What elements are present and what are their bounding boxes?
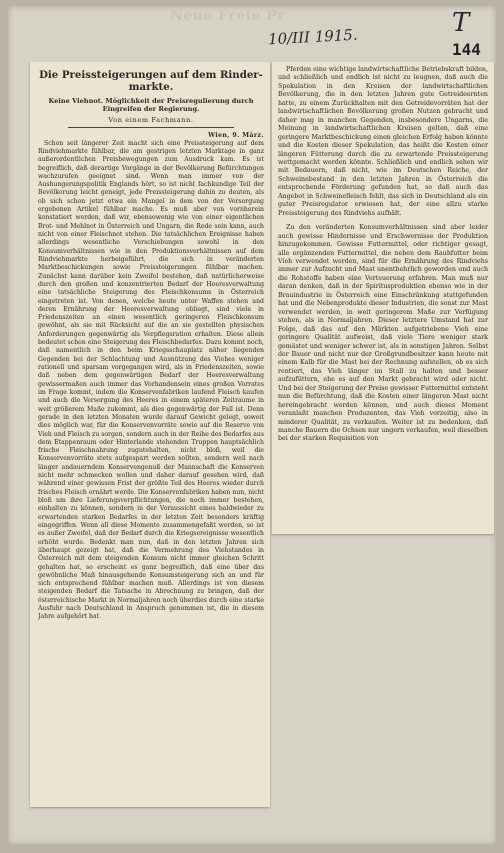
folio-number: 144 (452, 40, 481, 59)
article-byline: Von einem Fachmann. (108, 115, 194, 124)
handwritten-mark: T (452, 8, 470, 38)
article-subhead: Keine Viehnot. Möglichkeit der Preisregulierung durch Eingreifen der Regierung. (48, 97, 254, 114)
column-right (278, 66, 488, 530)
divider-rule (68, 127, 234, 128)
newspaper-masthead-fragment: Neue Freie Pr (170, 8, 286, 24)
article-body-left: Schon seit längerer Zeit macht sich eine Preissteigerung auf dem Rindviehmarkte fühlbar, die am gestrigen letzten Marktage in ganz außerordentlichen Preisbewegungen zum Ausdruck kam. Es ist begreiflich, daß derartige Vorgänge in der Bevölkerung Befürchtungen wachzurufen geeignet sind. Wenn man immer von der Aushungerungspolitik Englands hört, so ist nicht fachkundige Teil der Bevölkerung leicht geneigt, jede Preissteigerung dahin zu deuten, als ob sich schon jetzt etwa ein Mangel in dem von der Versorgung ergebenen Artikel fühlbar mache. Es muß aber von vornherein konstatiert werden, daß wir, ebensowenig wie von einer eigentlichen Brot- und Mehlnot in Österreich und Ungarn, die Rede sein kann, auch nicht von einer Fleischnot stehen. Die tatsächlichen Ereignisse haben allerdings wesentliche Verschiebungen sowohl in den Konsumverhältnissen wie in den Produktionsverhältnissen auf dem Rindviehmarkte herbeigeführt, die sich in veränderten Marktbeschickungen sowie Preissteigerungen fühlbar machen. Zunächst kann darüber kein Zweifel bestehen, daß natürlicherweise durch den großen und konzentrierten Bedarf der Heeresverwaltung eine tatsächliche Steigerung des Fleischkonsums in Österreich eingetreten ist. Von denen, welche heute unter Waffen stehen und deren Ernährung der Heeresverwaltung obliegt, sind viele in Friedenszeiten an einen wesentlich geringeren Fleischkonsum gewöhnt, als sie mit Rücksicht auf die an sie gestellten physischen Anforderungen gegenwärtig als Verpflegsration erhalten. Diese allein bedeutet schon eine Steigerung des Fleischbedarfes. Dazu kommt noch, daß namentlich in den beim Kriegsschauplatz näher liegenden Gegenden bei der Schlachtung und Ausnützung des Viehes weniger rationell und sparsam vorgegangen wird, als in Friedenszeiten, sowie daß neben dem gegenwärtigen Bedarf der Heeresverwaltung gewissermaßen auch immer das Vorhandensein eines großen Vorrates im Frage kommt, indem die Konservenfabriken laufend Fleisch kaufen und auch die Versorgung des Heeres in einem späteren Zeitraume in weit größerem Maße zukommt, als dies gegenwärtig der Fall ist. Denn gerade in den letzten Monaten wurde darauf Gewicht gelegt, soweit dies möglich war, für die Konservenvorräte sowie auf die Reserve von Vieh und Fleisch zu sorgen, sondern auch in der Reihe des Bedarfes aus dem Etappenraum oder Hinterlande stehenden Truppen hauptsächlich frische Fleischnahrung zugutehalten, nicht bloß, weil die Konservenvorräte stets aufgespart werden sollten, sondern weil nach länger andauerndem Konservengenuß der Mannschaft die Konserven nicht mehr schmecken wollen und daher darauf gesehen wird, daß während einer gewissen Frist der größte Teil des Heeres wieder durch frisches Fleisch ernährt werde. Die Konservenfabriken haben nun, nicht bloß um ihre Lieferungsverpflichtungen, die noch immer bestehen, einhalten zu können, sondern in der Voraussicht eines baldwieder zu erwartenden starken Bedarfes in der letzten Zeit besonders kräftig eingegriffen. Wenn all diese Momente zusammengefaßt werden, so ist es außer Zweifel, daß der Bedarf durch die Kriegsereignisse wesentlich erhöht wurde. Bedenkt man nun, daß in den letzten Jahren sich überhaupt gezeigt hat, daß die Vermehrung des Viehstandes in Österreich mit dem steigenden Konsum nicht immer gleichen Schritt gehalten hat, so erscheint es ganz begreiflich, daß eine über das gewöhnliche Maß hinausgehende Konsumsteigerung sich an und für sich entsprechend fühlbar machen muß. Allerdings ist von diesem steigenden Bedarf die Tatsache in Abrechnung zu bringen, daß der österreichische Markt in Normaljahren noch überdies durch eine starke Ausfuhr nach Deutschland in Anspruch genommen ist, die in diesem Jahre aufgehört hat. (38, 139, 264, 621)
article-headline: Die Preissteigerungen auf dem Rinder-markte. (39, 69, 263, 93)
article-dateline: Wien, 9. März. (208, 131, 264, 139)
handwritten-date: 10/III 1915. (267, 25, 359, 49)
clipping-right-column (272, 62, 494, 534)
article-body-right-paragraph-2: Zu den veränderten Konsumverhältnissen sind aber leider auch gewisse Hindernisse und Erschwernisse der Produktion hinzugekommen. Gewisse Futtermittel, oder richtiger gesagt, alle ergänzenden Futtermittel, die neben dem Rauhfutter beim Vieh verwendet werden, sind für die Ernährung des Rindviehs immer zur Aufzucht und Mast unentbehrlich geworden und auch die Rohstoffe haben eine Verteuerung erfahren. Man muß nur daran denken, daß in der Spiritusproduktion ebenso wie in der Brauindustrie in Österreich eine Einschränkung stattgefunden hat und die Nebenprodukte dieser Industrien, die sonst zur Mast verwendet werden, in weit geringerem Maße zur Verfügung stehen, als in Normaljahren. Dieser letztere Umstand hat zur Folge, daß das auf den Märkten aufgetriebene Vieh eine geringere Qualität aufweist, daß viele Tiere weniger stark gemästet und weniger schwer ist, als in sonstigen Jahren. Selbst der Bauer und nicht nur der Großgrundbesitzer kann heute mit einem Kalb für die Mast bei der Rechnung aufstellen, ob es sich rentiert, das Vieh länger im Stall zu halten und besser aufzufüttern, ehe es auf den Markt gebracht wird oder nicht. Und bei der Steigerung der Preise gewisser Futtermittel entsteht nun die Befürchtung, daß die Kosten einer längeren Mast nicht hereingebracht werden können, und auch dieses Moment veranlaßt manchen Produzenten, das Vieh vorzeitig, also in minderer Qualität, zu verkaufen. Weiter ist zu bedenken, daß manche Bauern die Ochsen nur ungern verkaufen, weil dieselben bei der starken Requisition von (278, 224, 488, 443)
clipping-left-column (30, 62, 270, 807)
article-body-right-paragraph-1: Pferden eine wichtige landwirtschaftliche Betriebskraft bilden, und schließlich und endlich ist nicht zu leugnen, daß auch die Spekulation in den Kreisen der landwirtschaftlichen Bevölkerung, die in den letzten Jahren gute Getreideernten hatte, zu einem Zurückhalten mit den Getreidevorräten hat der landwirtschaftlichen Bevölkerung großen Nutzen gebracht und daher mag in manchen Gegenden, insbesondere Ungarns, die Meinung in landwirtschaftlichen Kreisen gelten, daß eine geringere Marktbeschickung einen gleichen Erfolg haben könnte und die Kosten dieser Spekulation, das heißt die Kosten einer längeren Fütterung durch die zu erwartende Preissteigerung wettgemacht werden könnte. Schließlich und endlich sehen wir mit Bedauern, daß nicht, wie im Deutschen Reiche, der Schweinebestand in den letzten Jahren in Österreich die entsprechende Förderung gefunden hat, so daß auch das Angebot in Schweinefleisch fehlt, das sich in Deutschland als ein guter Preisregulator erwiesen hat, der eine allzu starke Preissteigerung des Rindviehs aufhält. (278, 66, 488, 217)
column-left (38, 66, 264, 803)
